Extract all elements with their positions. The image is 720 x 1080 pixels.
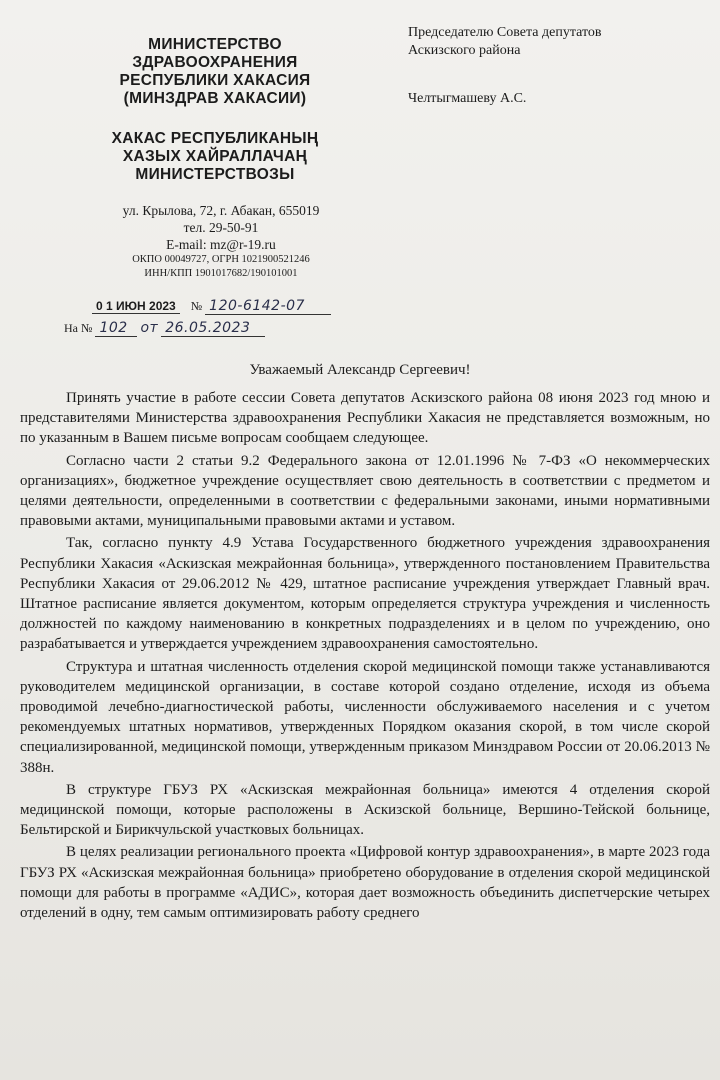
ministry-line: МИНИСТЕРСТВОЗЫ [135,166,295,183]
outgoing-registration [92,298,331,315]
body-paragraph: Так, согласно пункту 4.9 Устава Государственного бюджетного учреждения здравоохранения Республики Хакасия «Аскизская межрайонная больница», утвержденного постановлением Правительства Республики Хакасия от 29.06.2012 № 429, штатное расписание учреждения утверждает Главный врач. Штатное расписание является документом, которым определяется структура учреждения и численность должностей по каждому наименованию в конкретных подразделениях и в целом по учреждению, оно разрабатывается и утверждается учреждением здравоохранения самостоятельно. [20,535,710,653]
body-paragraph: Структура и штатная численность отделения скорой медицинской помощи также устанавливаются руководителем медицинской организации, в составе которой создано отделение, исходя из объема проводимой лечебно-диагностической работы, численности обслуживаемого населения и с учетом рекомендуемых штатных нормативов, утвержденных Порядком оказания скорой, в том числе скорой специализированной, медицинской помощи, утвержденным приказом Минздравом России от 20.06.2013 № 388н. [20,658,710,776]
address: ул. Крылова, 72, г. Абакан, 655019 [122,203,320,218]
email: E-mail: mz@r-19.ru [166,237,276,252]
body-paragraph: В целях реализации регионального проекта «Цифровой контур здравоохранения», в марте 2023 года ГБУЗ РХ «Аскизская межрайонная больница» приобретено оборудование в отделения скорой медицинской помощи для работы в программе «АДИС», которая дает возможность объединить диспетчерские четырех отделений в одну, тем самым оптимизировать работу среднего [20,844,710,922]
ministry-line: МИНИСТЕРСТВО [148,36,282,53]
body-paragraph: Принять участие в работе сессии Совета депутатов Аскизского района 08 июня 2023 год мною и представителями Министерства здравоохранения Республики Хакасия не представляется возможным, но по указанным в Вашем письме вопросам сообщаем следующее. [20,390,710,447]
addressee-line: Председателю Совета депутатов [408,25,602,40]
letter-body [20,388,710,925]
reply-from: от [140,320,159,336]
outgoing-number: 120-6142-07 [205,298,331,315]
okpo-ogrn: ОКПО 00049727, ОГРН 1021900521246 [132,254,310,265]
body-paragraph: В структуре ГБУЗ РХ «Аскизская межрайонная больница» имеются 4 отделения скорой медицинской помощи, которые расположены в Аскизской больнице, Вершино-Тейской больнице, Бельтирской и Бирикчульской участковых больницах. [20,781,710,839]
addressee-line: Аскизского района [408,43,521,58]
reply-prefix: На № [64,321,93,335]
phone: тел. 29-50-91 [183,220,259,235]
addressee-name: Челтыгмашеву А.С. [408,91,527,106]
contact-block [70,202,360,281]
ministry-name-khakas [70,130,360,184]
number-prefix: № [190,299,203,313]
addressee-block [408,24,708,108]
date-stamp: 0 1 ИЮН 2023 [92,299,180,314]
ministry-name-russian [70,36,360,108]
reply-number: 102 [95,320,137,337]
ministry-line: ХАЗЫХ ХАЙРАЛЛАЧАҢ [122,148,308,165]
reply-registration [64,320,265,337]
ministry-line: ЗДРАВООХРАНЕНИЯ [132,54,298,71]
sender-header [70,36,360,281]
greeting: Уважаемый Александр Сергеевич! [249,362,471,378]
reply-date: 26.05.2023 [161,320,265,337]
ministry-line: РЕСПУБЛИКИ ХАКАСИЯ [119,72,311,89]
inn-kpp: ИНН/КПП 1901017682/190101001 [144,268,298,279]
body-paragraph: Согласно части 2 статьи 9.2 Федерального закона от 12.01.1996 № 7-ФЗ «О некоммерческих организациях», бюджетное учреждение осуществляет свою деятельность в соответствии с предметом и целями деятельности, определенными в соответствии с федеральными законами, иными нормативными правовыми актами, муниципальными правовыми актами и уставом. [20,452,710,530]
ministry-line: ХАКАС РЕСПУБЛИКАНЫҢ [111,130,319,147]
ministry-line: (МИНЗДРАВ ХАКАСИИ) [123,90,307,107]
